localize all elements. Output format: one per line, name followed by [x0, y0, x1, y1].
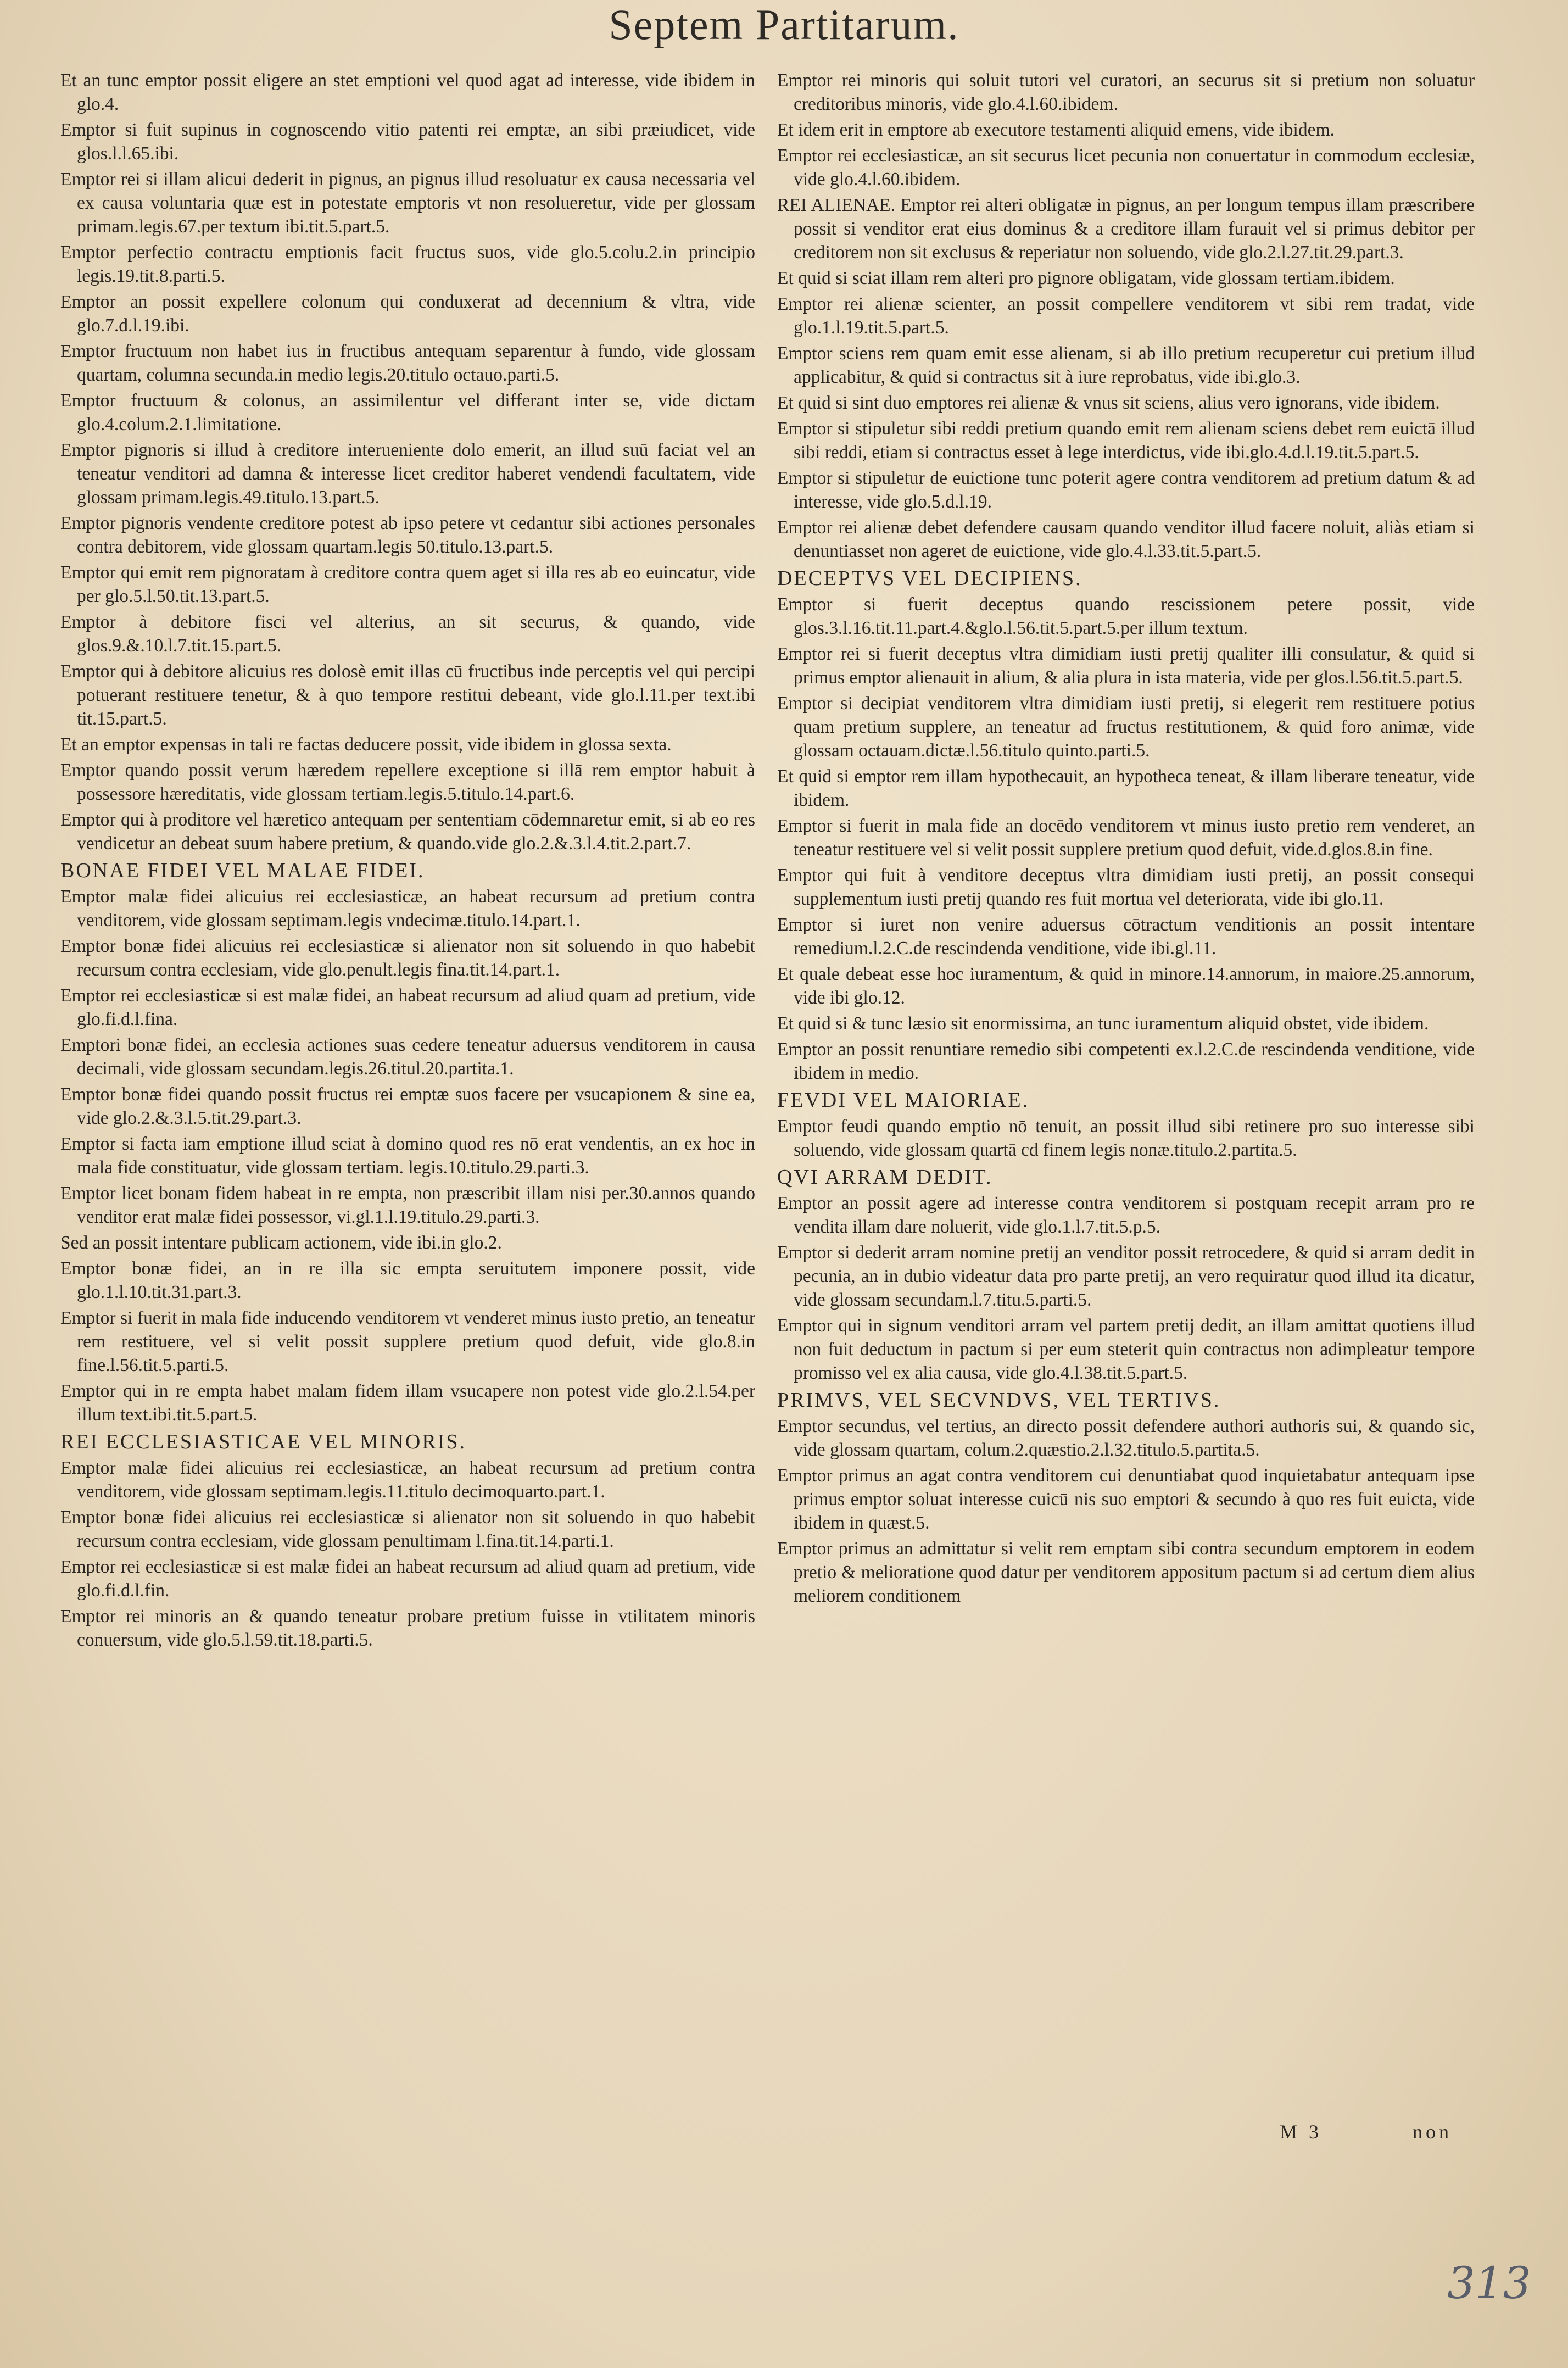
- index-entry: Et idem erit in emptore ab executore testamenti aliquid emens, vide ibidem.: [777, 120, 1335, 140]
- index-entry: Emptor si dederit arram nomine pretij an venditor possit retrocedere, & quid si arram dedit in pecunia, an in dubio videatur data pro parte pretij, an vero requiratur quod illud ita dicatur, vide glossam secundam.l.7.titu.5.parti.5.: [777, 1242, 1475, 1310]
- index-entry: Emptor si fuerit deceptus quando rescissionem petere possit, vide glos.3.l.16.tit.11.part.4.&glo.l.56.tit.5.part.5.per illum textum.: [777, 594, 1475, 638]
- index-entry: Emptor qui à debitore alicuius res dolosè emit illas cū fructibus inde perceptis vel qui percipi potuerant restituere tenetur, & à quo tempore restitui debeant, vide glo.l.11.per text.ibi tit.15.part.5.: [60, 661, 755, 729]
- index-entry: Emptor qui in signum venditori arram vel partem pretij dedit, an illam amittat quotiens illud non fuit deductum in pactum si per eum steterit quin contractus non adimpleatur tempore promisso vel ex alia causa, vide glo.4.l.38.tit.5.part.5.: [777, 1316, 1475, 1383]
- index-entry: Emptori bonæ fidei, an ecclesia actiones suas cedere teneatur aduersus venditorem in causa decimali, vide glossam secundam.legis.26.titul.20.partita.1.: [60, 1035, 755, 1079]
- index-entry: Emptor pignoris vendente creditore potest ab ipso petere vt cedantur sibi actiones personales contra debitorem, vide glossam quartam.legis 50.titulo.13.part.5.: [60, 513, 755, 557]
- index-entry: Emptor si decipiat venditorem vltra dimidiam iusti pretij, si elegerit rem restituere potius quam pretium supplere, an teneatur ad fructus restitutionem, & quid foro animæ, vide glossam octauam.dictæ.l.56.titulo quinto.parti.5.: [777, 693, 1475, 761]
- index-entry: Emptor qui in re empta habet malam fidem illam vsucapere non potest vide glo.2.l.54.per illum text.ibi.tit.5.part.5.: [60, 1381, 755, 1425]
- index-entry: Emptor quando possit verum hæredem repellere exceptione si illā rem emptor habuit à possessore hæreditatis, vide glossam tertiam.legis.5.titulo.14.part.6.: [60, 760, 755, 804]
- signature-text: M 3: [1280, 2121, 1323, 2143]
- index-entry: Emptor rei si fuerit deceptus vltra dimidiam iusti pretij qualiter illi consulatur, & quid si primus emptor alienauit in alium, & alia plura in ista materia, vide per glos.l.56.tit.5.part.5.: [777, 644, 1475, 688]
- index-entry: Emptor malæ fidei alicuius rei ecclesiasticæ, an habeat recursum ad pretium contra venditorem, vide glossam septimam.legis vndecimæ.titulo.14.part.1.: [60, 887, 755, 931]
- index-entry: Emptor secundus, vel tertius, an directo possit defendere authori authoris sui, & quando sic, vide glossam quartam, colum.2.quæstio.2.l.32.titulo.5.partita.5.: [777, 1416, 1475, 1460]
- index-entry: Emptor feudi quando emptio nō tenuit, an possit illud sibi retinere pro suo interesse sibi soluendo, vide glossam quartā cd finem legis nonæ.titulo.2.partita.5.: [777, 1116, 1475, 1160]
- index-entry: Emptor bonæ fidei alicuius rei ecclesiasticæ si alienator non sit soluendo in quo habebit recursum contra ecclesiam, vide glossam penultimam l.fina.tit.14.parti.1.: [60, 1507, 755, 1551]
- index-entry: Et quid si emptor rem illam hypothecauit, an hypotheca teneat, & illam liberare teneatur, vide ibidem.: [777, 766, 1475, 810]
- index-entry: Emptor à debitore fisci vel alterius, an sit securus, & quando, vide glos.9.&.10.l.7.tit.15.part.5.: [60, 612, 755, 656]
- index-entry: Emptor qui fuit à venditore deceptus vltra dimidiam iusti pretij, an possit consequi supplementum iusti pretij quando res fuit mortua vel deteriorata, vide ibi glo.11.: [777, 865, 1475, 909]
- index-entry: Emptor primus an admittatur si velit rem emptam sibi contra secundum emptorem in eodem pretio & melioratione quod datur per venditorem appositum pactum si ad certum diem alius meliorem conditionem: [777, 1539, 1475, 1606]
- index-entry: Emptor si facta iam emptione illud sciat à domino quod res nō erat vendentis, an ex hoc in mala fide constituatur, vide glossam tertiam. legis.10.titulo.29.parti.3.: [60, 1134, 755, 1178]
- index-entry: Emptor rei ecclesiasticæ si est malæ fidei, an habeat recursum ad aliud quam ad pretium, vide glo.fi.d.l.fina.: [60, 985, 755, 1029]
- section-heading: FEVDI VEL MAIORIAE.: [777, 1089, 1030, 1112]
- index-entry: Emptor malæ fidei alicuius rei ecclesiasticæ, an habeat recursum ad pretium contra venditorem, vide glossam septimam.legis.11.titulo decimoquarto.part.1.: [60, 1458, 755, 1502]
- index-entry: Emptor si fuit supinus in cognoscendo vitio patenti rei emptæ, an sibi præiudicet, vide glos.l.l.65.ibi.: [60, 120, 755, 164]
- index-entry: Et an emptor expensas in tali re factas deducere possit, vide ibidem in glossa sexta.: [60, 734, 672, 755]
- section-heading: BONAE FIDEI VEL MALAE FIDEI.: [60, 859, 425, 882]
- index-entry: Emptor rei alienæ scienter, an possit compellere venditorem vt sibi rem tradat, vide glo.1.l.19.tit.5.part.5.: [777, 294, 1475, 338]
- index-entry: Emptor qui emit rem pignoratam à creditore contra quem aget si illa res ab eo euincatur, vide per glo.5.l.50.tit.13.part.5.: [60, 562, 755, 606]
- index-entry: Emptor primus an agat contra venditorem cui denuntiabat quod inquietabatur antequam ipse primus emptor soluat interesse cuicū nis suo emptori & secundo à quo res fuit euicta, vide ibidem in quæst.5.: [777, 1466, 1475, 1533]
- right-column: [777, 69, 1475, 2183]
- index-entry: Emptor bonæ fidei alicuius rei ecclesiasticæ si alienator non sit soluendo in quo habebit recursum contra ecclesiam, vide glo.penult.legis fina.tit.14.part.1.: [60, 936, 755, 980]
- index-entry: Emptor qui à proditore vel hæretico antequam per sententiam cōdemnaretur emit, si ab eo res vendicetur an debeat suum habere pretium, & quando.vide glo.2.&.3.l.4.tit.2.part.7.: [60, 810, 755, 854]
- index-entry: Emptor rei ecclesiasticæ, an sit securus licet pecunia non conuertatur in commodum ecclesiæ, vide glo.4.l.60.ibidem.: [777, 146, 1475, 190]
- index-entry: Et quid si sciat illam rem alteri pro pignore obligatam, vide glossam tertiam.ibidem.: [777, 268, 1395, 288]
- index-entry: Emptor rei si illam alicui dederit in pignus, an pignus illud resoluatur ex causa necessaria vel ex causa voluntaria quæ est in potestate emptoris vt non resolueretur, vide per glossam primam.legis.67.per textum ibi.tit.5.part.5.: [60, 169, 755, 237]
- section-heading: PRIMVS, VEL SECVNDVS, VEL TERTIVS.: [777, 1389, 1221, 1412]
- index-entry: Emptor si stipuletur sibi reddi pretium quando emit rem alienam sciens debet rem euictā illud sibi reddi, etiam si contractus esset à lege interdictus, vide ibi.glo.4.d.l.19.tit.5.part.5.: [777, 419, 1475, 463]
- index-entry: REI ALIENAE. Emptor rei alteri obligatæ in pignus, an per longum tempus illam præscribere possit si venditor erat eius dominus & a creditore illam furauit vel si primus debitor per creditorem non sit exclusus & reperiatur non soluendo, vide glo.2.l.27.tit.29.part.3.: [777, 195, 1475, 263]
- index-entry: Emptor an possit expellere colonum qui conduxerat ad decennium & vltra, vide glo.7.d.l.19.ibi.: [60, 292, 755, 336]
- index-entry: Emptor sciens rem quam emit esse alienam, si ab illo pretium recuperetur cui pretium illud applicabitur, & quid si contractus sit à iure reprobatus, vide ibi.glo.3.: [777, 343, 1475, 387]
- catchword: non: [1413, 2121, 1453, 2143]
- index-entry: Emptor si stipuletur de euictione tunc poterit agere contra venditorem ad pretium datum & ad interesse, vide glo.5.d.l.19.: [777, 468, 1475, 512]
- index-entry: Emptor fructuum non habet ius in fructibus antequam separentur à fundo, vide glossam quartam, columna secunda.in medio legis.20.titulo octauo.parti.5.: [60, 341, 755, 385]
- index-entry: Emptor si iuret non venire aduersus cōtractum venditionis an possit intentare remedium.l.2.C.de rescindenda venditione, vide ibi.gl.11.: [777, 915, 1475, 959]
- left-column: [60, 69, 755, 2183]
- index-entry: Sed an possit intentare publicam actionem, vide ibi.in glo.2.: [60, 1233, 502, 1253]
- index-entry: Emptor rei alienæ debet defendere causam quando venditor illud facere noluit, aliàs etiam si denuntiasset non ageret de euictione, vide glo.4.l.33.tit.5.part.5.: [777, 517, 1475, 561]
- index-entry: Emptor an possit renuntiare remedio sibi competenti ex.l.2.C.de rescindenda venditione, vide ibidem in medio.: [777, 1039, 1475, 1083]
- running-head: Septem Partitarum.: [609, 1, 959, 48]
- index-entry: Emptor bonæ fidei quando possit fructus rei emptæ suos facere per vsucapionem & sine ea, vide glo.2.&.3.l.5.tit.29.part.3.: [60, 1084, 755, 1128]
- section-heading: QVI ARRAM DEDIT.: [777, 1166, 993, 1189]
- index-entry: Emptor si fuerit in mala fide an docēdo venditorem vt minus iusto pretio rem venderet, an teneatur restituere vel si velit possit supplere pretium quod defuit, vide.d.glos.8.in fine.: [777, 816, 1475, 860]
- index-entry: Emptor licet bonam fidem habeat in re empta, non præscribit illam nisi per.30.annos quando venditor erat malæ fidei possessor, vi.gl.1.l.19.titulo.29.parti.3.: [60, 1183, 755, 1227]
- index-entry: Emptor rei minoris qui soluit tutori vel curatori, an securus sit si pretium non soluatur creditoribus minoris, vide glo.4.l.60.ibidem.: [777, 70, 1475, 114]
- index-entry: Emptor pignoris si illud à creditore interueniente dolo emerit, an illud suū faciat vel an teneatur venditori ad damna & interesse licet creditor haberet vendendi facultatem, vide glossam primam.legis.49.titulo.13.part.5.: [60, 440, 755, 508]
- index-entry: Emptor perfectio contractu emptionis facit fructus suos, vide glo.5.colu.2.in principio legis.19.tit.8.parti.5.: [60, 242, 755, 286]
- index-entry: Et quale debeat esse hoc iuramentum, & quid in minore.14.annorum, in maiore.25.annorum, vide ibi glo.12.: [777, 964, 1475, 1008]
- index-entry: Emptor an possit agere ad interesse contra venditorem si postquam recepit arram pro re vendita illam dare noluerit, vide glo.1.l.7.tit.5.p.5.: [777, 1193, 1475, 1237]
- index-entry: Emptor bonæ fidei, an in re illa sic empta seruitutem imponere possit, vide glo.1.l.10.tit.31.part.3.: [60, 1258, 755, 1302]
- index-entry: Et quid si & tunc læsio sit enormissima, an tunc iuramentum aliquid obstet, vide ibidem.: [777, 1013, 1429, 1034]
- index-entry: Emptor rei ecclesiasticæ si est malæ fidei an habeat recursum ad aliud quam ad pretium, vide glo.fi.d.l.fin.: [60, 1557, 755, 1601]
- index-entry: Emptor rei minoris an & quando teneatur probare pretium fuisse in vtilitatem minoris conuersum, vide glo.5.l.59.tit.18.parti.5.: [60, 1606, 755, 1650]
- section-heading: DECEPTVS VEL DECIPIENS.: [777, 567, 1082, 590]
- index-entry: Emptor fructuum & colonus, an assimilentur vel differant inter se, vide dictam glo.4.colum.2.1.limitatione.: [60, 391, 755, 434]
- index-entry: Et an tunc emptor possit eligere an stet emptioni vel quod agat ad interesse, vide ibidem in glo.4.: [60, 70, 755, 114]
- section-heading: REI ECCLESIASTICAE VEL MINORIS.: [60, 1430, 466, 1453]
- index-entry: Emptor si fuerit in mala fide inducendo venditorem vt venderet minus iusto pretio, an teneatur rem restituere, vel si velit possit supplere pretium quod defuit, vide glo.8.in fine.l.56.tit.5.parti.5.: [60, 1308, 755, 1375]
- signature-mark: [1280, 2120, 1452, 2143]
- index-entry: Et quid si sint duo emptores rei alienæ & vnus sit sciens, alius vero ignorans, vide ibidem.: [777, 393, 1440, 413]
- handwritten-folio-number: 313: [1447, 2258, 1531, 2309]
